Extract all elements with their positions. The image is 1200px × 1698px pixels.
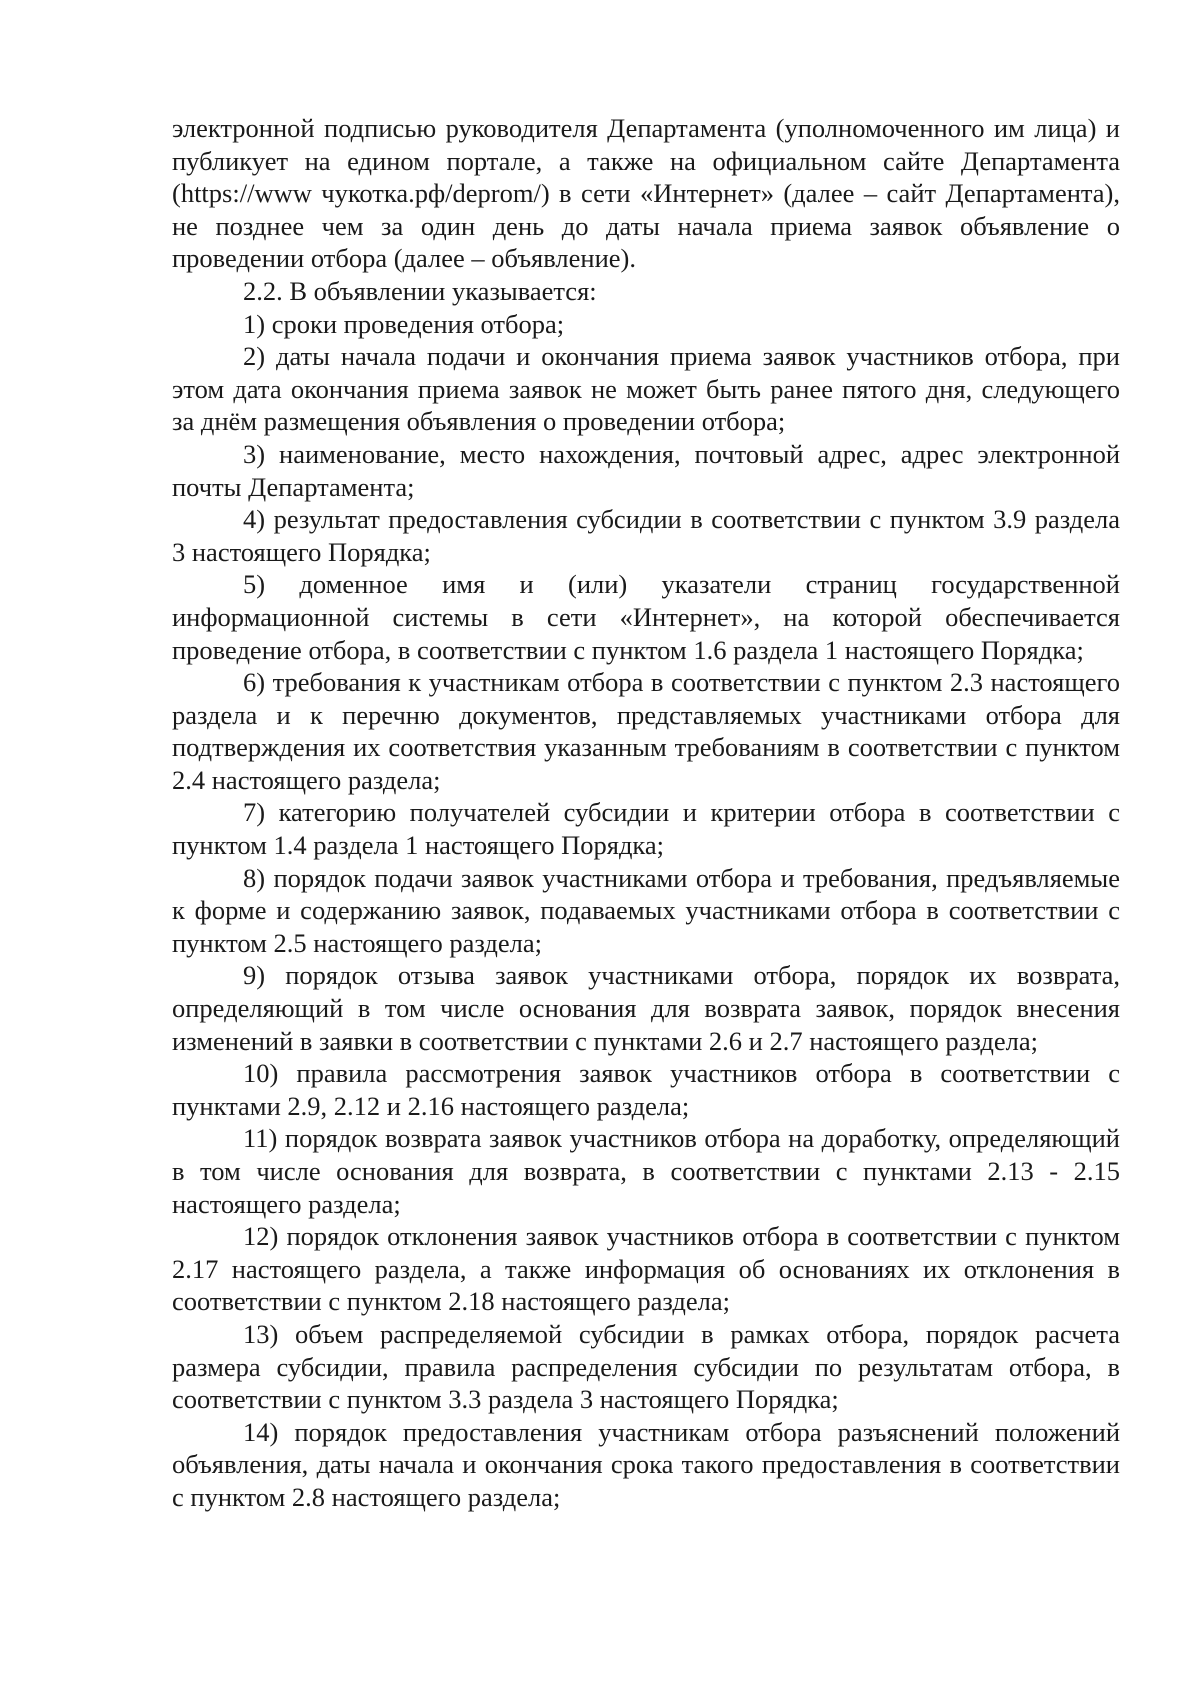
list-item-14: 14) порядок предоставления участникам отбора разъяснений положений объявления, даты начала и окончания срока такого предоставления в соответствии с пунктом 2.8 настоящего раздела; (172, 1416, 1120, 1512)
paragraph-continuation: электронной подписью руководителя Департамента (уполномоченного им лица) и публикует на едином портале, а также на официальном сайте Департамента (https://www чукотка.рф/deprom/) в сети «Интернет» (далее – сайт Департамента), не позднее чем за один день до даты начала приема заявок объявление о проведении отбора (далее – объявление). (172, 113, 1120, 274)
list-item-13: 13) объем распределяемой субсидии в рамках отбора, порядок расчета размера субсидии, правила распределения субсидии по результатам отбора, в соответствии с пунктом 3.3 раздела 3 настоящего Порядка; (172, 1318, 1120, 1415)
list-item-10: 10) правила рассмотрения заявок участников отбора в соответствии с пунктами 2.9, 2.12 и 2.16 настоящего раздела; (172, 1058, 1120, 1121)
list-item-6: 6) требования к участникам отбора в соответствии с пунктом 2.3 настоящего раздела и к перечню документов, представляемых участниками отбора для подтверждения их соответствия указанным требованиям в соответствии с пунктом 2.4 настоящего раздела; (172, 667, 1120, 795)
paragraph-2-2-heading: 2.2. В объявлении указывается: (243, 275, 597, 306)
list-item-2: 2) даты начала подачи и окончания приема заявок участников отбора, при этом дата окончания приема заявок не может быть ранее пятого дня, следующего за днём размещения объявления о проведении отбора; (172, 341, 1120, 437)
list-item-8: 8) порядок подачи заявок участниками отбора и требования, предъявляемые к форме и содержанию заявок, подаваемых участниками отбора в соответствии с пунктом 2.5 настоящего раздела; (172, 862, 1120, 958)
list-item-5: 5) доменное имя и (или) указатели страниц государственной информационной системы в сети «Интернет», на которой обеспечивается проведение отбора, в соответствии с пунктом 1.6 раздела 1 настоящего Порядка; (172, 569, 1120, 665)
document-page (172, 112, 1120, 1514)
list-item-3: 3) наименование, место нахождения, почтовый адрес, адрес электронной почты Департамента; (172, 438, 1120, 502)
list-item-12: 12) порядок отклонения заявок участников отбора в соответствии с пунктом 2.17 настоящего раздела, а также информация об основаниях их отклонения в соответствии с пунктом 2.18 настоящего раздела; (172, 1221, 1120, 1317)
list-item-4: 4) результат предоставления субсидии в соответствии с пунктом 3.9 раздела 3 настоящего Порядка; (172, 504, 1120, 567)
list-item-11: 11) порядок возврата заявок участников отбора на доработку, определяющий в том числе основания для возврата, в соответствии с пунктами 2.13 - 2.15 настоящего раздела; (172, 1123, 1120, 1219)
list-item-9: 9) порядок отзыва заявок участниками отбора, порядок их возврата, определяющий в том числе основания для возврата заявок, порядок внесения изменений в заявки в соответствии с пунктами 2.6 и 2.7 настоящего раздела; (172, 960, 1120, 1056)
list-item-7: 7) категорию получателей субсидии и критерии отбора в соответствии с пунктом 1.4 раздела 1 настоящего Порядка; (172, 797, 1120, 861)
list-item-1: 1) сроки проведения отбора; (243, 308, 565, 339)
